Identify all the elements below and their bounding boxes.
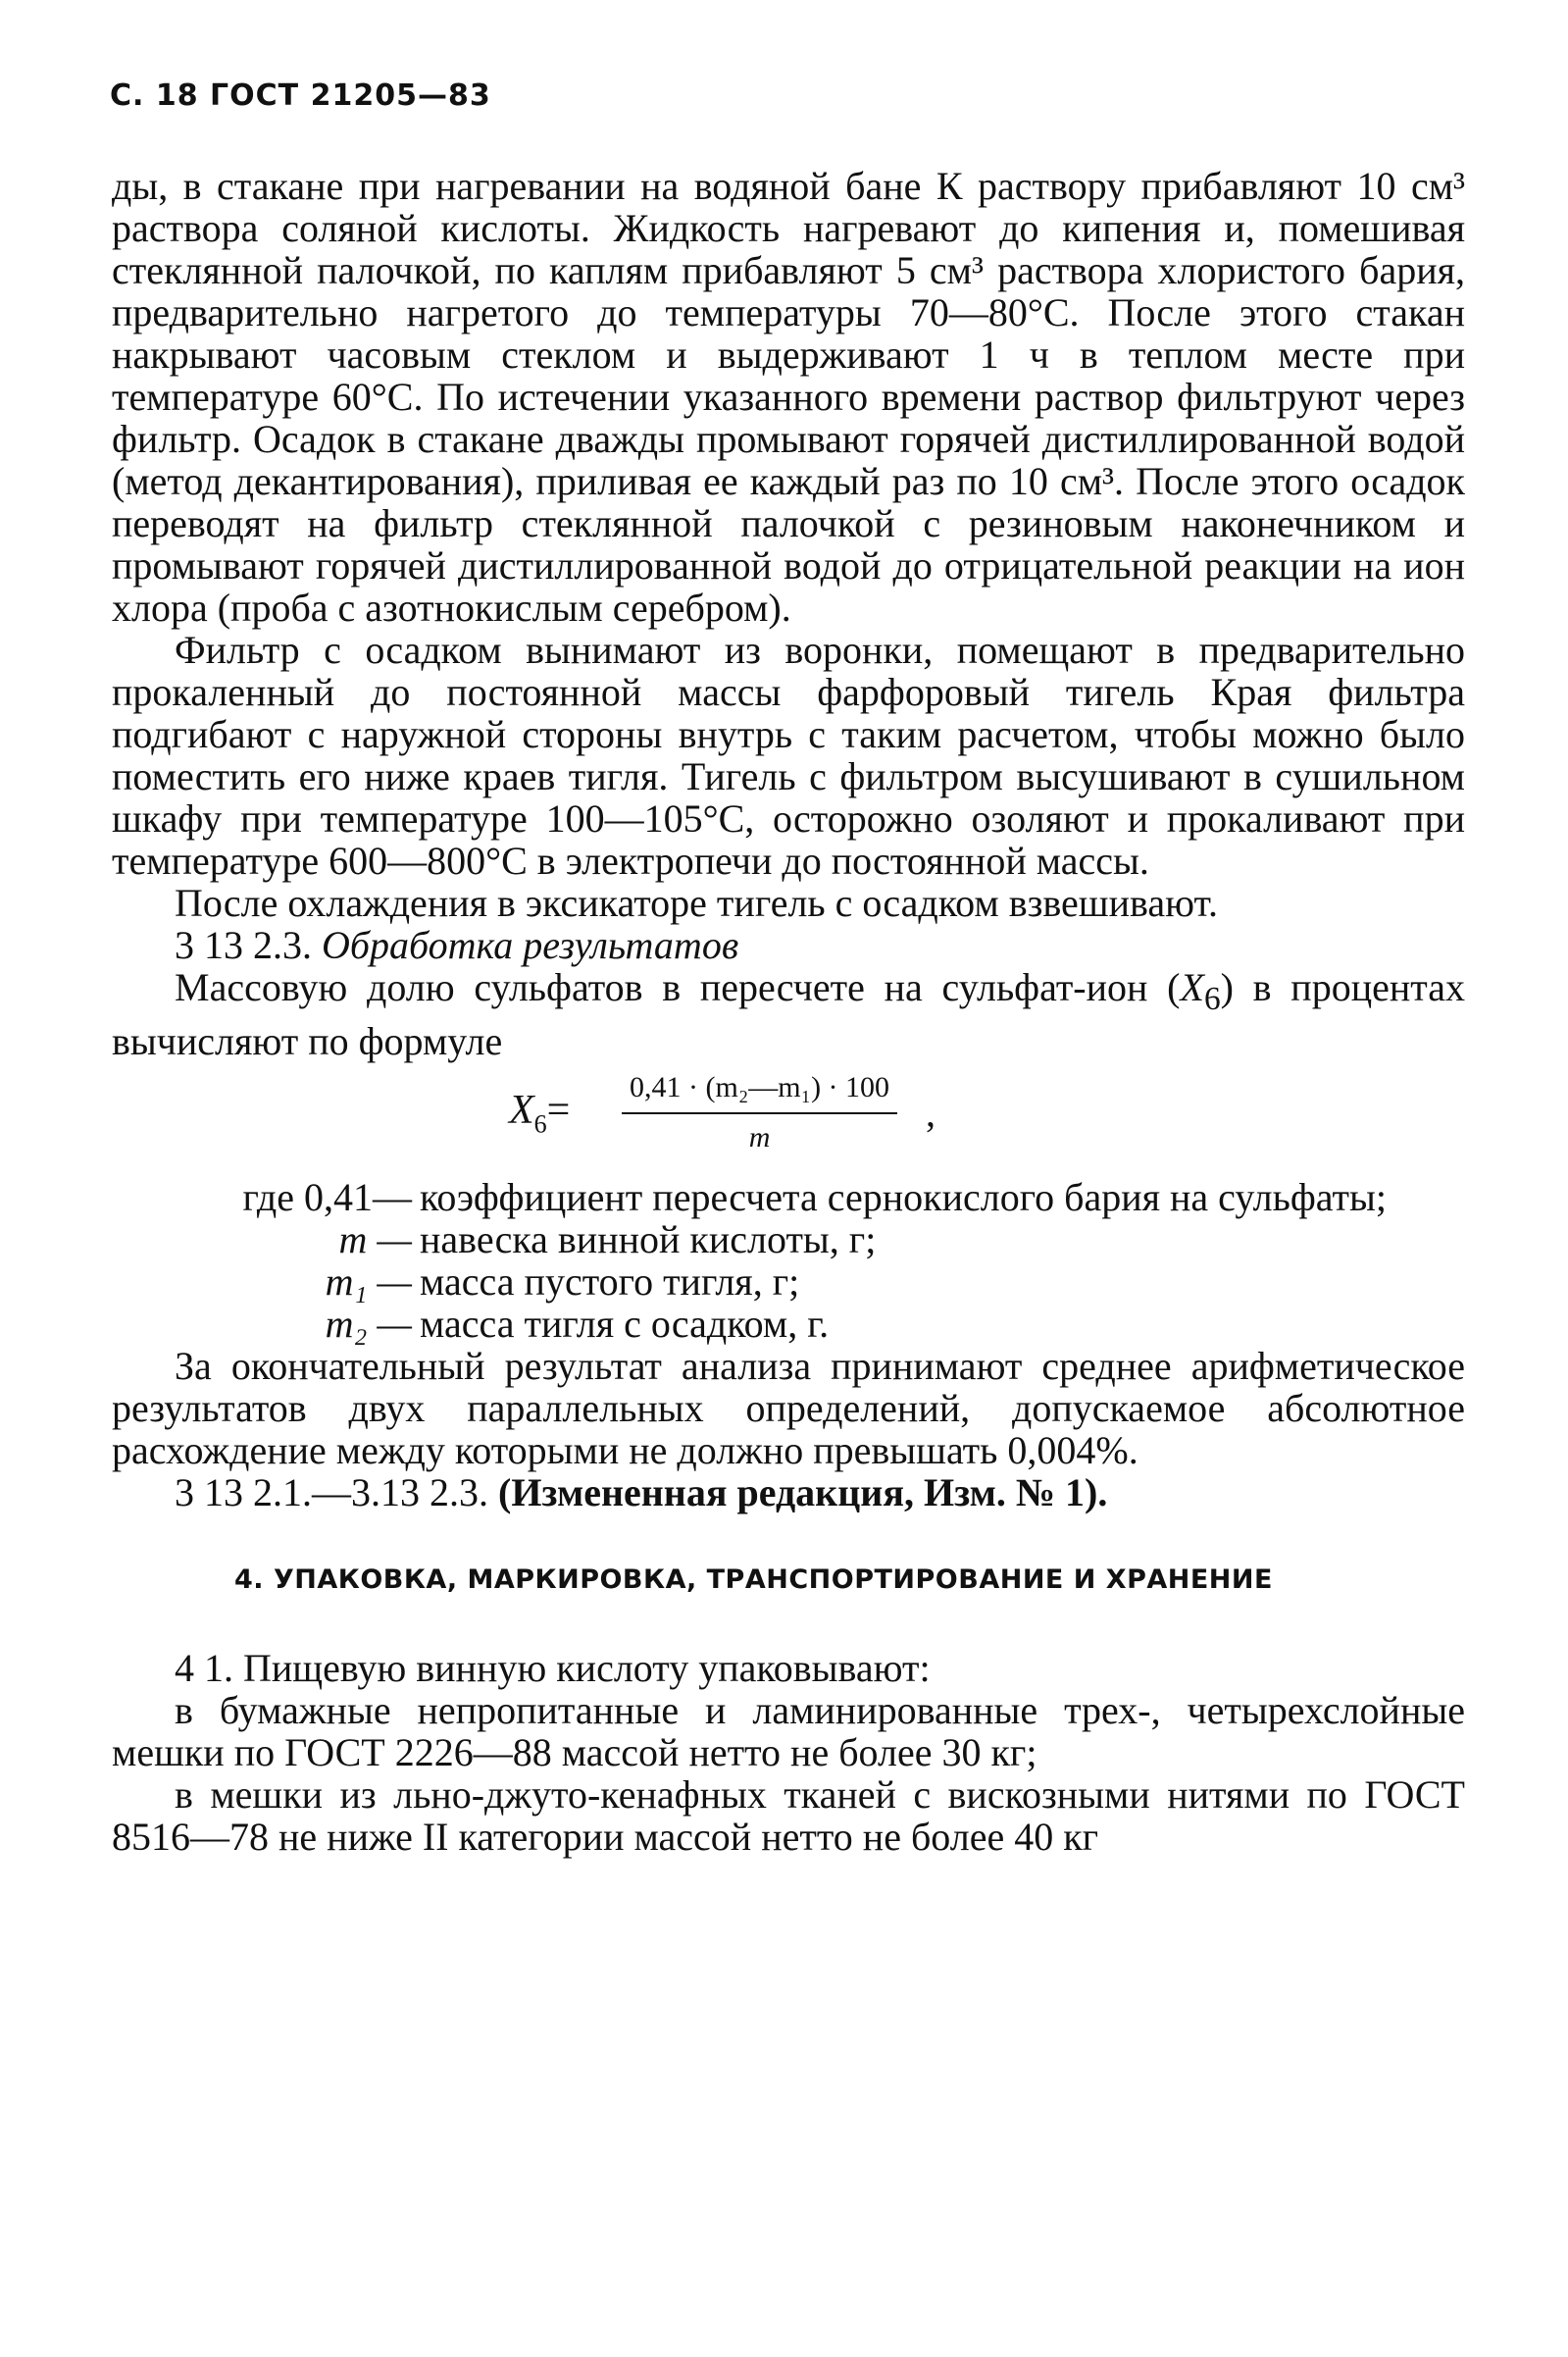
paragraph-filter: Фильтр с осадком вынимают из воронки, помещают в предварительно прокаленный до постоянной массы фарфоровый тигель Края фильтра подгибают с наружной стороны внутрь с таким расчетом, чтобы можно было поместить его ниже краев тигля. Тигель с фильтром высушивают в сушильном шкафу при температуре 100—105°С, осторожно озоляют и прокаливают при температуре 600—800°С в электропечи до постоянной массы. bbox=[112, 628, 1465, 883]
paragraph-cooling: После охлаждения в эксикаторе тигель с осадком взвешивают. bbox=[175, 881, 1218, 925]
legend-row: m₁ — масса пустого тигля, г; bbox=[325, 1259, 800, 1304]
subsection-number: 3 13 2.3. bbox=[175, 923, 312, 967]
formula-lhs: $X_6=$ bbox=[509, 1088, 571, 1139]
subsection-heading bbox=[112, 924, 1465, 966]
formula-comma: , bbox=[926, 1091, 936, 1135]
formula-fraction bbox=[622, 1066, 897, 1158]
paragraph-result: За окончательный результат анализа принимают среднее арифметическое результатов двух параллельных определений, допускаемое абсолютное расхождение между которыми не должно превышать 0,004%. bbox=[112, 1344, 1465, 1472]
legend-row: m — навеска винной кислоты, г; bbox=[338, 1217, 877, 1261]
legend-row: где 0,41— коэффициент пересчета сернокислого бария на сульфаты; bbox=[242, 1175, 1387, 1219]
section-heading: 4. УПАКОВКА, МАРКИРОВКА, ТРАНСПОРТИРОВАНИЕ И ХРАНЕНИЕ bbox=[234, 1564, 1273, 1595]
paragraph-procedure: ды, в стакане при нагревании на водяной бане К раствору прибавляют 10 см³ раствора соляной кислоты. Жидкость нагревают до кипения и, помешивая стеклянной палочкой, по каплям прибавляют 5 см³ раствора хлористого бария, предварительно нагретого до температуры 70—80°С. После этого стакан накрывают часовым стеклом и выдерживают 1 ч в теплом месте при температуре 60°С. По истечении указанного времени раствор фильтруют через фильтр. Осадок в стакане дважды промывают горячей дистиллированной водой (метод декантирования), приливая ее каждый раз по 10 см³. После этого осадок переводят на фильтр стеклянной палочкой с резиновым наконечником и промывают горячей дистиллированной водой до отрицательной реакции на ион хлора (проба с азотнокислым серебром). bbox=[112, 164, 1465, 630]
formula-denominator: m bbox=[748, 1121, 771, 1153]
legend-row: m₂ — масса тигля с осадком, г. bbox=[325, 1302, 830, 1346]
paragraph-fabric-bags: в мешки из льно-джуто-кенафных тканей с вискозными нитями по ГОСТ 8516—78 не ниже II категории массой нетто не более 40 кг bbox=[112, 1772, 1465, 1859]
formula-legend bbox=[112, 1176, 1465, 1345]
paragraph-paper-bags: в бумажные непропитанные и ламинированные трех-, четырехслойные мешки по ГОСТ 2226—88 массой нетто не более 30 кг; bbox=[112, 1688, 1465, 1774]
paragraph-packaging: 4 1. Пищевую винную кислоту упаковывают: bbox=[175, 1646, 931, 1690]
subsection-title: Обработка результатов bbox=[322, 923, 739, 967]
paragraph-revision-note: 3 13 2.1.—3.13 2.3. (Измененная редакция, Изм. № 1). bbox=[175, 1470, 1108, 1514]
document-body bbox=[112, 165, 1465, 1858]
page-header: С. 18 ГОСТ 21205—83 bbox=[110, 78, 491, 113]
paragraph-formula-intro: Массовую долю сульфатов в пересчете на сульфат-ион $(X_6)$ в процентах вычисляют по формуле bbox=[112, 965, 1465, 1063]
formula bbox=[112, 1062, 1465, 1176]
formula-numerator: 0,41 · (m₂—m₁) · 100 bbox=[622, 1066, 897, 1114]
